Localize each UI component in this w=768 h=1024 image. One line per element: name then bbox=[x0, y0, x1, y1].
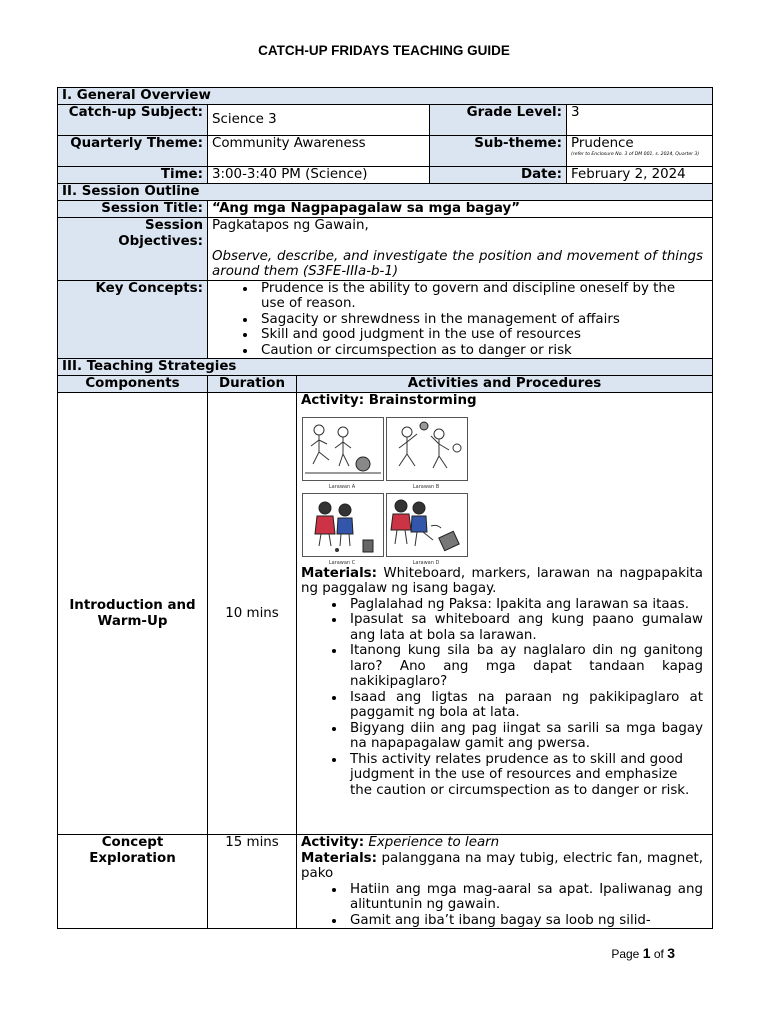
concept-activity-label: Activity: bbox=[301, 835, 365, 850]
subtheme-note: (refer to Enclosure No. 3 of DM 001, s. 2024, Quarter 3) bbox=[571, 151, 700, 157]
activities-header: Activities and Procedures bbox=[297, 376, 713, 393]
list-item: • Gamit ang iba’t ibang bagay sa loob ng silid- bbox=[346, 913, 703, 929]
theme-label: Quarterly Theme: bbox=[58, 136, 208, 167]
list-item: • Bigyang diin ang pag iingat sa sarili sa mga bagay na napapagalaw gamit ang pwersa. bbox=[346, 721, 703, 752]
kids-with-can-icon bbox=[303, 494, 383, 556]
picture-a bbox=[302, 417, 384, 481]
objectives-intro: Pagkatapos ng Gawain, bbox=[212, 218, 369, 233]
intro-activities-cell bbox=[297, 393, 713, 835]
session-title-value: “Ang mga Nagpapagalaw sa mga bagay” bbox=[208, 201, 713, 218]
concept-activity-text: Experience to learn bbox=[368, 835, 500, 850]
date-value: February 2, 2024 bbox=[567, 167, 713, 184]
concept-materials bbox=[301, 851, 703, 882]
objectives-label: Session Objectives: bbox=[58, 218, 208, 281]
teaching-guide-table bbox=[57, 87, 713, 929]
document-title: CATCH-UP FRIDAYS TEACHING GUIDE bbox=[258, 43, 510, 58]
list-item: • Paglalahad ng Paksa: Ipakita ang larawan sa itaas. bbox=[346, 597, 703, 613]
list-item: • This activity relates prudence as to skill and good judgment in the use of resources and emphasize the caution or circumspection as to danger or risk. bbox=[346, 752, 703, 799]
picture-c bbox=[302, 493, 384, 557]
list-item: • Isaad ang ligtas na paraan ng pakikipaglaro at paggamit ng bola at lata. bbox=[346, 690, 703, 721]
picture-d bbox=[386, 493, 468, 557]
time-value: 3:00-3:40 PM (Science) bbox=[208, 167, 430, 184]
subtheme-label: Sub-theme: bbox=[430, 136, 567, 167]
key-concepts-cell bbox=[208, 280, 713, 359]
subject-value: Science 3 bbox=[208, 105, 430, 136]
page-footer bbox=[611, 945, 675, 961]
components-header: Components bbox=[58, 376, 208, 393]
concept-steps-list bbox=[301, 882, 703, 929]
intro-component: Introduction and Warm-Up bbox=[58, 393, 208, 835]
intro-steps-list bbox=[301, 597, 703, 799]
session-outline-heading: II. Session Outline bbox=[58, 184, 713, 201]
grade-value: 3 bbox=[567, 105, 713, 136]
grade-label: Grade Level: bbox=[430, 105, 567, 136]
caption-d: Larawan D bbox=[412, 559, 440, 566]
concept-activity bbox=[301, 835, 703, 851]
key-concepts-list bbox=[212, 281, 703, 359]
list-item: • Prudence is the ability to govern and discipline oneself by the use of reason. bbox=[257, 281, 703, 312]
objectives-text: Observe, describe, and investigate the position and movement of things around them (S3FE-IIIa-b-1) bbox=[212, 248, 703, 279]
key-concepts-label: Key Concepts: bbox=[58, 280, 208, 359]
list-item: • Hatiin ang mga mag-aaral sa apat. Ipaliwanag ang alituntunin ng gawain. bbox=[346, 882, 703, 913]
caption-c: Larawan C bbox=[328, 559, 356, 566]
intro-materials-label: Materials: bbox=[301, 565, 377, 581]
intro-materials-text: Whiteboard, markers, larawan na nagpapakita ng paggalaw ng isang bagay. bbox=[301, 565, 703, 596]
kids-kicking-ball-icon bbox=[303, 418, 383, 480]
intro-activity-title: Activity: Brainstorming bbox=[301, 393, 477, 408]
session-title-label: Session Title: bbox=[58, 201, 208, 218]
of-word: of bbox=[653, 947, 664, 961]
kid-kicking-can-icon bbox=[387, 494, 467, 556]
page-word: Page bbox=[611, 947, 640, 961]
concept-duration: 15 mins bbox=[208, 835, 297, 929]
date-label: Date: bbox=[430, 167, 567, 184]
concept-component: Concept Exploration bbox=[58, 835, 208, 929]
activity-pictures bbox=[302, 417, 472, 566]
picture-b bbox=[386, 417, 468, 481]
theme-value: Community Awareness bbox=[208, 136, 430, 167]
subject-label: Catch-up Subject: bbox=[58, 105, 208, 136]
time-label: Time: bbox=[58, 167, 208, 184]
caption-a: Larawan A bbox=[328, 483, 356, 490]
concept-activities-cell bbox=[297, 835, 713, 929]
teaching-strategies-heading: III. Teaching Strategies bbox=[58, 359, 713, 376]
kids-playing-icon bbox=[387, 418, 467, 480]
list-item: • Caution or circumspection as to danger or risk bbox=[257, 343, 703, 359]
concept-materials-label: Materials: bbox=[301, 850, 377, 866]
caption-b: Larawan B bbox=[412, 483, 440, 490]
subtheme-cell bbox=[567, 136, 713, 167]
page-total: 3 bbox=[667, 945, 675, 961]
objectives-cell bbox=[208, 218, 713, 281]
subtheme-value: Prudence bbox=[571, 136, 634, 151]
list-item: • Skill and good judgment in the use of resources bbox=[257, 327, 703, 343]
list-item: • Ipasulat sa whiteboard ang kung paano gumalaw ang lata at bola sa larawan. bbox=[346, 612, 703, 643]
list-item: • Sagacity or shrewdness in the management of affairs bbox=[257, 312, 703, 328]
intro-duration: 10 mins bbox=[208, 393, 297, 835]
duration-header: Duration bbox=[208, 376, 297, 393]
concept-materials-text: palanggana na may tubig, electric fan, magnet, pako bbox=[301, 850, 703, 881]
list-item: • Itanong kung sila ba ay naglalaro din ng ganitong laro? Ano ang mga dapat tandaan kapag nakikipaglaro? bbox=[346, 643, 703, 690]
general-overview-heading: I. General Overview bbox=[58, 88, 713, 105]
page-current: 1 bbox=[642, 945, 651, 961]
